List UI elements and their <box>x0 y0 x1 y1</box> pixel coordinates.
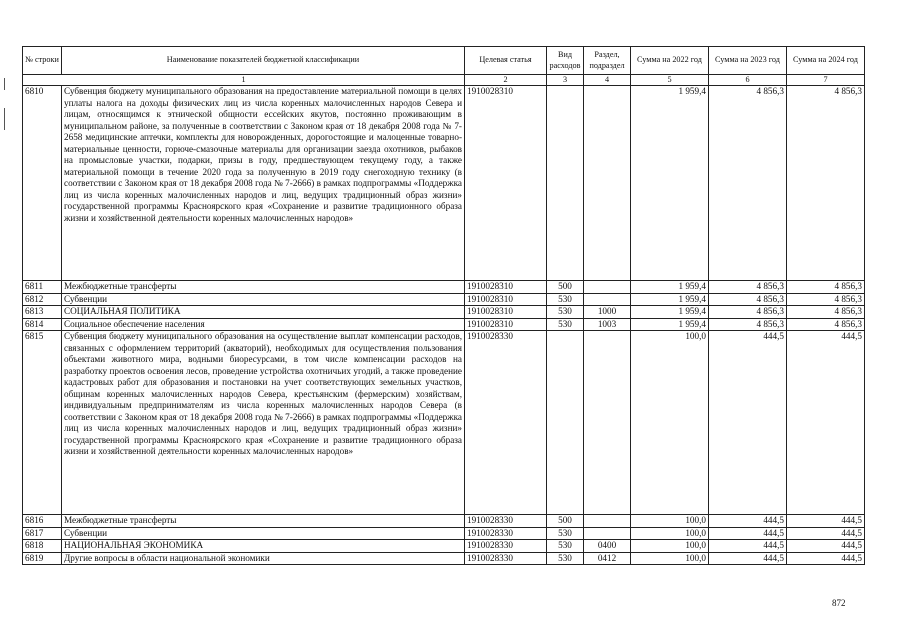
table-header-row <box>23 47 865 75</box>
row-number: 6811 <box>23 281 62 294</box>
row-description: Субвенции <box>62 293 465 306</box>
column-number: 1 <box>23 75 465 86</box>
row-sum-2024: 444,5 <box>787 552 865 565</box>
column-number: 4 <box>584 75 631 86</box>
row-description: НАЦИОНАЛЬНАЯ ЭКОНОМИКА <box>62 540 465 553</box>
page-number: 872 <box>832 598 846 608</box>
row-description: СОЦИАЛЬНАЯ ПОЛИТИКА <box>62 306 465 319</box>
row-target-article: 1910028330 <box>465 540 547 553</box>
column-number: 6 <box>709 75 787 86</box>
row-sum-2023: 444,5 <box>709 540 787 553</box>
row-expense-type <box>547 86 584 281</box>
column-number: 5 <box>631 75 709 86</box>
table-row <box>23 527 865 540</box>
row-description: Другие вопросы в области национальной экономики <box>62 552 465 565</box>
row-expense-type: 530 <box>547 306 584 319</box>
row-section <box>584 293 631 306</box>
row-sum-2022: 1 959,4 <box>631 281 709 294</box>
row-description: Социальное обеспечение населения <box>62 318 465 331</box>
row-sum-2022: 100,0 <box>631 552 709 565</box>
row-section <box>584 515 631 528</box>
row-sum-2024: 444,5 <box>787 331 865 515</box>
row-sum-2023: 444,5 <box>709 552 787 565</box>
row-number: 6817 <box>23 527 62 540</box>
row-sum-2024: 4 856,3 <box>787 306 865 319</box>
header-num: № строки <box>23 47 62 75</box>
row-expense-type: 530 <box>547 293 584 306</box>
row-section <box>584 86 631 281</box>
row-number: 6813 <box>23 306 62 319</box>
row-section <box>584 527 631 540</box>
header-razdel: Раздел, подраздел <box>584 47 631 75</box>
budget-table <box>22 46 865 565</box>
row-target-article: 1910028330 <box>465 515 547 528</box>
row-section: 0412 <box>584 552 631 565</box>
column-number: 3 <box>547 75 584 86</box>
row-expense-type: 530 <box>547 527 584 540</box>
row-sum-2023: 444,5 <box>709 515 787 528</box>
row-sum-2024: 444,5 <box>787 527 865 540</box>
row-description: Межбюджетные трансферты <box>62 281 465 294</box>
row-sum-2022: 100,0 <box>631 540 709 553</box>
row-sum-2024: 444,5 <box>787 515 865 528</box>
table-row <box>23 540 865 553</box>
row-description-text: Субвенция бюджету муниципального образования на предоставление материальной помощи в целях уплаты налога на доходы физических лиц из числа коренных малочисленных народов Севера и лицам, относящимся к этнической общности ессейских якутов, постоянно проживающим в муниципальном районе, за полученные в соответствии с Законом края от 18 декабря 2008 года № 7-2658 медицинские аптечки, комплекты для новорожденных, дорогостоящие и малоценные товарно-материальные ценности, горюче-смазочные материалы для организации заезда охотников, рыбаков на промысловые участки, подарки, призы в году, предшествующем текущему году, а также материальной помощи в течение 2020 года за полученную в 2019 году снегоходную технику (в соответствии с Законом края от 18 декабря 2008 года № 7-2666) в рамках подпрограммы «Поддержка лиц из числа коренных малочисленных народов и лиц, ведущих традиционный образ жизни» государственной программы Красноярского края «Сохранение и развитие традиционного образа жизни и хозяйственной деятельности коренных малочисленных народов» <box>64 86 462 223</box>
row-target-article: 1910028310 <box>465 318 547 331</box>
row-sum-2024: 444,5 <box>787 540 865 553</box>
table-row <box>23 331 865 515</box>
row-expense-type: 530 <box>547 540 584 553</box>
row-sum-2022: 1 959,4 <box>631 86 709 281</box>
row-sum-2023: 444,5 <box>709 331 787 515</box>
row-number: 6819 <box>23 552 62 565</box>
row-sum-2023: 4 856,3 <box>709 293 787 306</box>
row-target-article: 1910028310 <box>465 293 547 306</box>
row-sum-2023: 444,5 <box>709 527 787 540</box>
row-sum-2023: 4 856,3 <box>709 306 787 319</box>
table-row <box>23 306 865 319</box>
row-sum-2023: 4 856,3 <box>709 281 787 294</box>
row-expense-type <box>547 331 584 515</box>
row-expense-type: 530 <box>547 552 584 565</box>
row-number: 6818 <box>23 540 62 553</box>
header-sum-2024: Сумма на 2024 год <box>787 47 865 75</box>
row-section: 1000 <box>584 306 631 319</box>
row-expense-type: 530 <box>547 318 584 331</box>
row-target-article: 1910028310 <box>465 86 547 281</box>
row-target-article: 1910028330 <box>465 527 547 540</box>
table-row <box>23 293 865 306</box>
row-number: 6815 <box>23 331 62 515</box>
row-sum-2023: 4 856,3 <box>709 318 787 331</box>
row-target-article: 1910028330 <box>465 331 547 515</box>
row-sum-2024: 4 856,3 <box>787 86 865 281</box>
row-number: 6812 <box>23 293 62 306</box>
row-sum-2023: 4 856,3 <box>709 86 787 281</box>
header-name: Наименование показателей бюджетной классификации <box>62 47 465 75</box>
row-sum-2022: 100,0 <box>631 527 709 540</box>
header-sum-2023: Сумма на 2023 год <box>709 47 787 75</box>
header-code: Целевая статья <box>465 47 547 75</box>
row-sum-2022: 1 959,4 <box>631 306 709 319</box>
row-description-text: Субвенция бюджету муниципального образования на осуществление выплат компенсации расходов, связанных с оформлением территорий (акваторий), необходимых для осуществления пользования объектами животного мира, водными биоресурсами, в том числе компенсации расходов на разработку проектов освоения лесов, проведение устройства охотничьих угодий, а также проведение кадастровых работ для образования и постановки на учет соответствующих земельных участков, общинам коренных малочисленных народов Севера, крестьянским (фермерским) хозяйствам, индивидуальным предпринимателям из числа коренных малочисленных народов Севера (в соответствии с Законом края от 18 декабря 2008 года № 7-2666) в рамках подпрограммы «Поддержка лиц из числа коренных малочисленных народов и лиц, ведущих традиционный образ жизни» государственной программы Красноярского края «Сохранение и развитие традиционного образа жизни и хозяйственной деятельности коренных малочисленных народов» <box>64 331 462 456</box>
row-number: 6810 <box>23 86 62 281</box>
column-number: 2 <box>465 75 547 86</box>
row-sum-2022: 1 959,4 <box>631 318 709 331</box>
row-section: 0400 <box>584 540 631 553</box>
row-target-article: 1910028310 <box>465 306 547 319</box>
row-sum-2022: 100,0 <box>631 515 709 528</box>
row-description: Межбюджетные трансферты <box>62 515 465 528</box>
row-expense-type: 500 <box>547 281 584 294</box>
row-target-article: 1910028310 <box>465 281 547 294</box>
row-sum-2022: 100,0 <box>631 331 709 515</box>
table-row <box>23 552 865 565</box>
table-row <box>23 281 865 294</box>
row-section <box>584 331 631 515</box>
row-number: 6816 <box>23 515 62 528</box>
margin-mark <box>4 78 5 90</box>
margin-mark <box>4 108 5 130</box>
row-sum-2024: 4 856,3 <box>787 318 865 331</box>
table-row <box>23 515 865 528</box>
table-row <box>23 86 865 281</box>
row-section: 1003 <box>584 318 631 331</box>
header-vid: Вид расходов <box>547 47 584 75</box>
row-description <box>62 331 465 515</box>
row-section <box>584 281 631 294</box>
header-sum-2022: Сумма на 2022 год <box>631 47 709 75</box>
row-description <box>62 86 465 281</box>
row-number: 6814 <box>23 318 62 331</box>
row-sum-2022: 1 959,4 <box>631 293 709 306</box>
row-sum-2024: 4 856,3 <box>787 281 865 294</box>
row-sum-2024: 4 856,3 <box>787 293 865 306</box>
column-number-row <box>23 75 865 86</box>
table-row <box>23 318 865 331</box>
row-expense-type: 500 <box>547 515 584 528</box>
row-target-article: 1910028330 <box>465 552 547 565</box>
column-number: 7 <box>787 75 865 86</box>
row-description: Субвенции <box>62 527 465 540</box>
